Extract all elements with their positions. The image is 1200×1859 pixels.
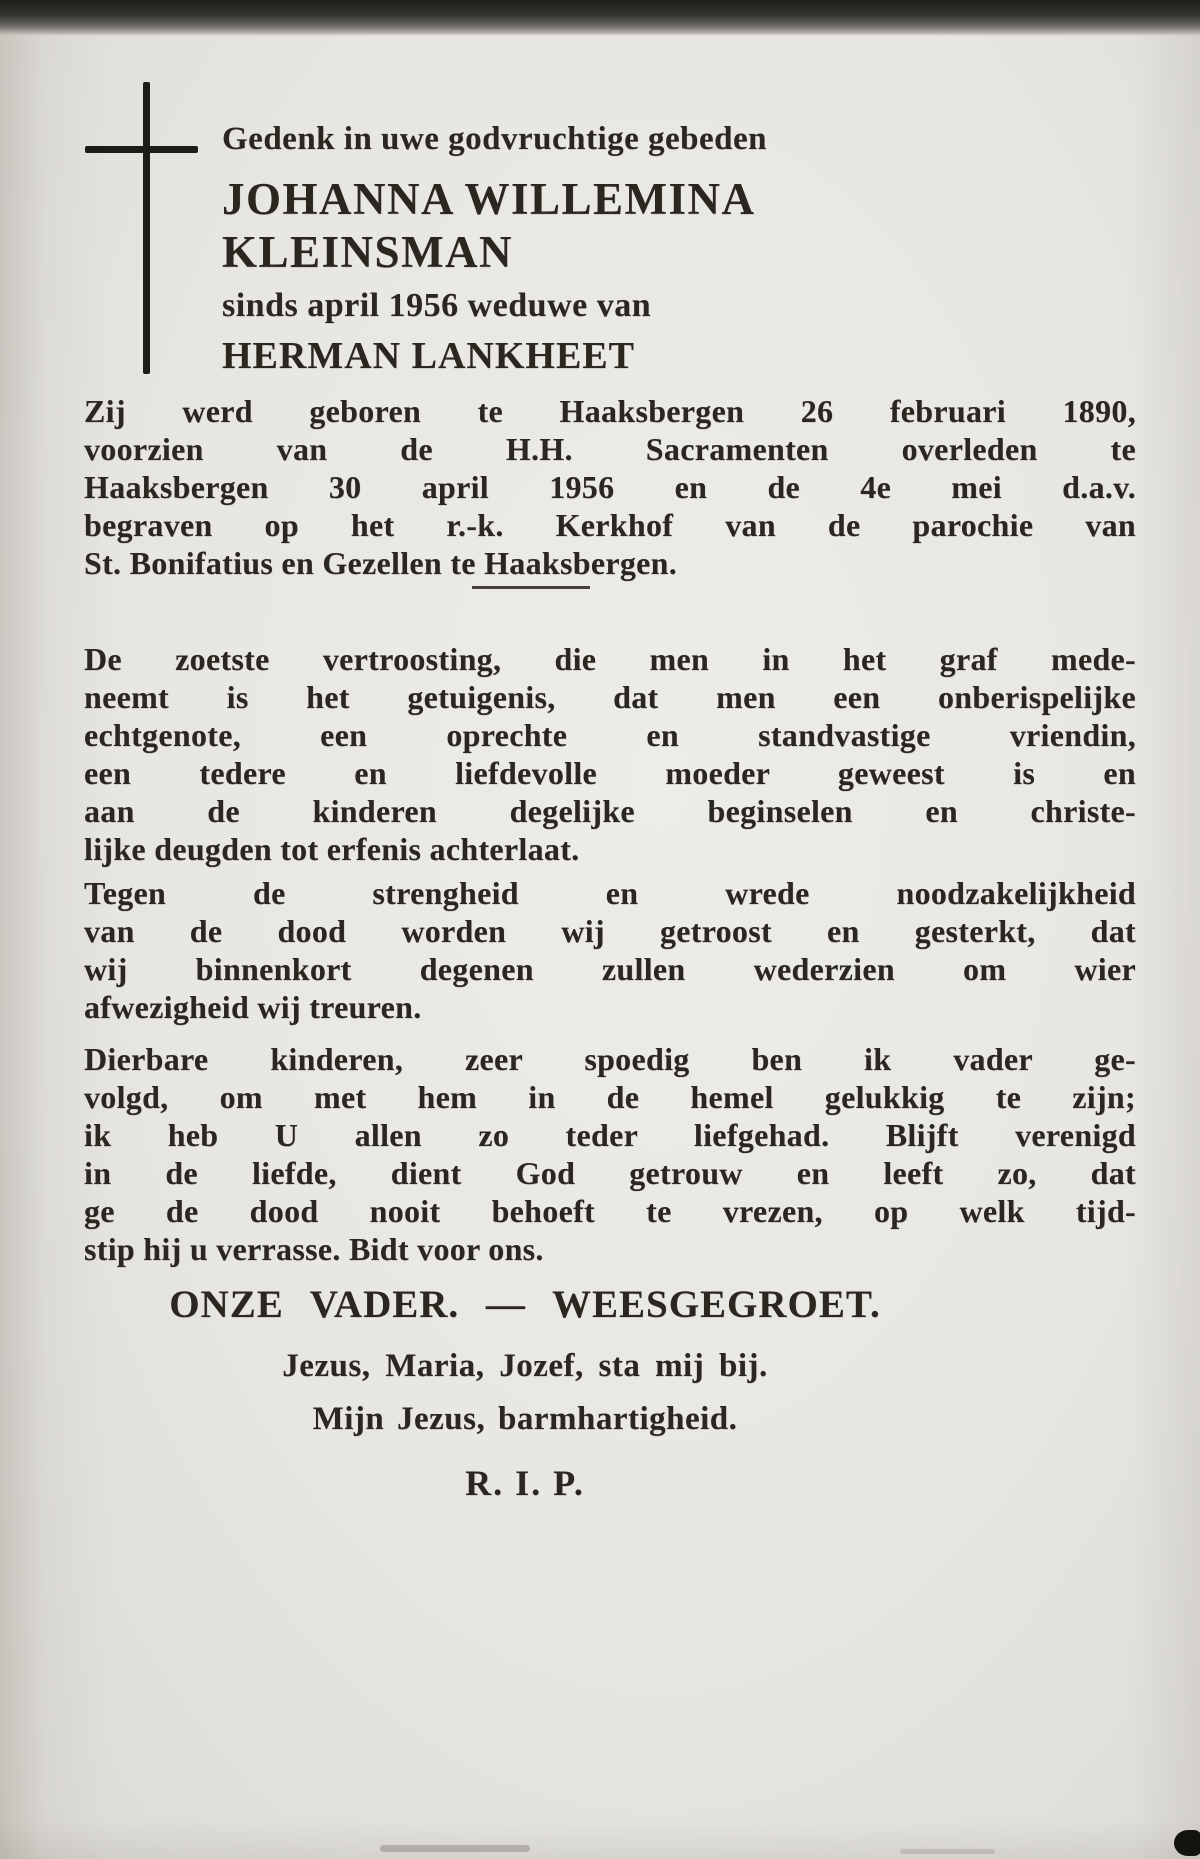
scan-edge-top: [0, 0, 1200, 36]
deceased-name-line1: JOHANNA WILLEMINA: [222, 174, 756, 224]
paragraph-line: voorzien van de H.H. Sacramenten overleden te: [84, 431, 1136, 467]
invocation-line-1: Jezus, Maria, Jozef, sta mij bij.: [282, 1348, 768, 1384]
paragraph-line: Tegen de strengheid en wrede noodzakelijkheid: [84, 875, 1136, 911]
rip-line: R. I. P.: [465, 1463, 585, 1503]
paragraph-line: ge de dood nooit behoeft te vrezen, op welk tijd-: [84, 1193, 1136, 1229]
paragraph-line: volgd, om met hem in de hemel gelukkig te zijn;: [84, 1079, 1136, 1115]
paragraph-line: neemt is het getuigenis, dat men een onberispelijke: [84, 679, 1136, 715]
section-divider: [472, 586, 590, 589]
cross-vertical-bar: [143, 82, 150, 374]
paragraph-line: in de liefde, dient God getrouw en leeft zo, dat: [84, 1155, 1136, 1191]
prayer-line: ONZE VADER. — WEESGEGROET.: [169, 1283, 881, 1326]
husband-name: HERMAN LANKHEET: [222, 335, 635, 377]
paragraph-line: wij binnenkort degenen zullen wederzien om wier: [84, 951, 1136, 987]
intro-line: Gedenk in uwe godvruchtige gebeden: [222, 121, 768, 157]
scan-artifact-corner: [1174, 1830, 1200, 1856]
birth-paragraph: [84, 392, 1136, 582]
paragraph-line: een tedere en liefdevolle moeder geweest is en: [84, 755, 1136, 791]
paragraph-line: Zij werd geboren te Haaksbergen 26 februari 1890,: [84, 393, 1136, 429]
paragraph-line: St. Bonifatius en Gezellen te Haaksbergen.: [84, 545, 678, 581]
invocation-line-2: Mijn Jezus, barmhartigheid.: [312, 1401, 738, 1437]
paragraph-line: De zoetste vertroosting, die men in het graf mede-: [84, 641, 1136, 677]
widow-line: sinds april 1956 weduwe van: [222, 287, 652, 324]
paragraph-line: aan de kinderen degelijke beginselen en christe-: [84, 793, 1136, 829]
paragraph-line: Haaksbergen 30 april 1956 en de 4e mei d.a.v.: [84, 469, 1136, 505]
paragraph-line: stip hij u verrasse. Bidt voor ons.: [84, 1231, 544, 1267]
scan-artifact-smudge: [380, 1845, 530, 1852]
paragraph-line: ik heb U allen zo teder liefgehad. Blijft verenigd: [84, 1117, 1136, 1153]
paragraph-line: echtgenote, een oprechte en standvastige vriendin,: [84, 717, 1136, 753]
paragraph-line: afwezigheid wij treuren.: [84, 989, 422, 1025]
consolation-paragraph: [84, 640, 1136, 868]
paragraph-line: begraven op het r.-k. Kerkhof van de parochie van: [84, 507, 1136, 543]
cross-horizontal-bar: [85, 146, 198, 153]
farewell-paragraph: [84, 1040, 1136, 1268]
deceased-name-line2: KLEINSMAN: [222, 227, 514, 277]
paragraph-line: van de dood worden wij getroost en gesterkt, dat: [84, 913, 1136, 949]
strength-paragraph: [84, 874, 1136, 1026]
paragraph-line: Dierbare kinderen, zeer spoedig ben ik vader ge-: [84, 1041, 1136, 1077]
scan-artifact-smudge: [900, 1849, 995, 1854]
paragraph-line: lijke deugden tot erfenis achterlaat.: [84, 831, 580, 867]
